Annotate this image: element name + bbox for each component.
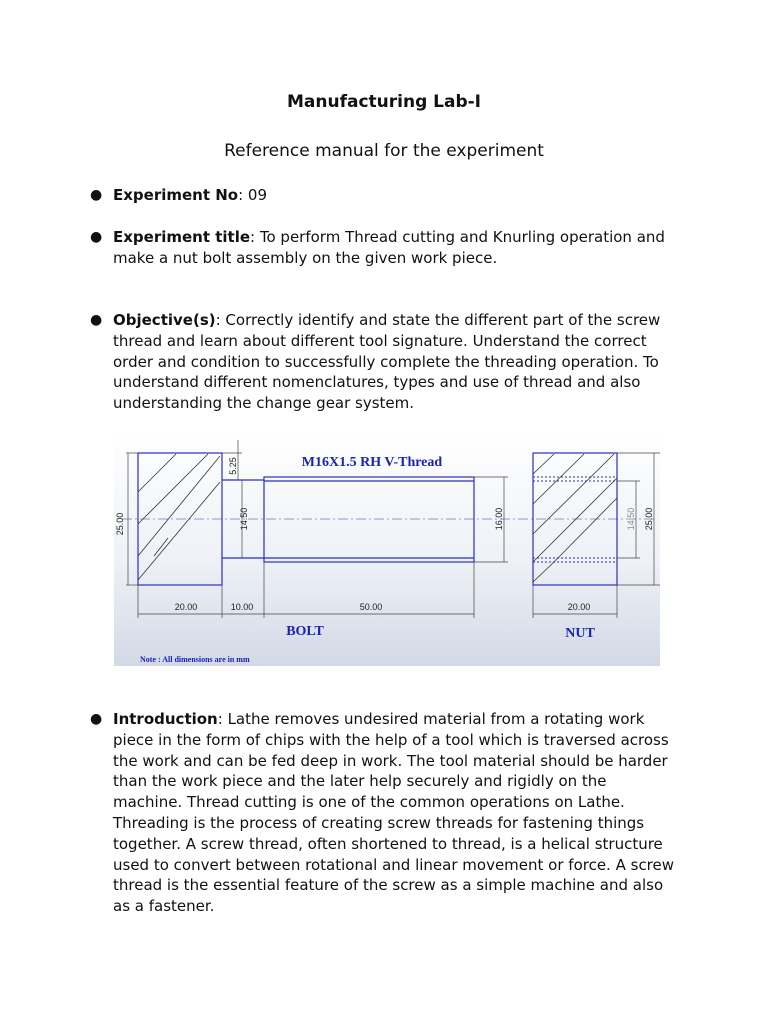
dimension-note: Note : All dimensions are in mm: [140, 655, 250, 664]
experiment-no: [113, 185, 678, 206]
bullet-icon: ●: [90, 229, 103, 245]
objectives: [113, 310, 678, 414]
dim-thread-dia: 16.00: [494, 507, 504, 531]
dim-neck-length: 10.00: [230, 602, 254, 612]
dim-head-length: 20.00: [174, 602, 198, 612]
item-text: : To perform Thread cutting and Knurling operation and make a nut bolt assembly on the given work piece.: [113, 228, 665, 267]
item-label: Objective(s): [113, 311, 216, 329]
nut-label: NUT: [565, 626, 595, 641]
item-text: : Lathe removes undesired material from a rotating work piece in the form of chips with the help of a tool which is traversed across the work and can be fed deep in work. The tool material should be harder than the work piece and the later help securely and rigidly on the machine. Thread cutting is one of the common operations on Lathe. Threading is the process of creating screw threads for fastening things together. A screw thread, often shortened to thread, is a helical structure used to convert between rotational and linear movement or force. A screw thread is the essential feature of the screw as a simple machine and also as a fastener.: [113, 710, 675, 916]
bullet-icon: ●: [90, 187, 103, 203]
bullet-icon: ●: [90, 711, 103, 727]
dim-head-offset: 5.25: [228, 457, 238, 475]
document-title: Manufacturing Lab-I: [286, 92, 482, 112]
item-label: Experiment title: [113, 228, 251, 246]
item-label: Introduction: [113, 710, 218, 728]
item-text: : Correctly identify and state the different part of the screw thread and learn about different tool signature. Understand the correct order and condition to successfully complete the threading operation. To understand different nomenclatures, types and use of thread and also understanding the change gear system.: [113, 311, 661, 413]
experiment-title: [113, 227, 678, 269]
item-text: : 09: [238, 186, 268, 204]
dim-thread-length: 50.00: [359, 602, 383, 612]
nut-bolt-drawing: [114, 432, 660, 666]
introduction: [113, 709, 678, 917]
dim-nut-inner: 14.50: [626, 507, 636, 531]
dim-bolt-head-height: 25.00: [115, 512, 125, 536]
dim-shank-dia: 14.50: [239, 507, 249, 531]
dim-nut-height: 25.00: [644, 507, 654, 531]
document-subtitle: Reference manual for the experiment: [224, 141, 544, 161]
thread-title: M16X1.5 RH V-Thread: [301, 455, 443, 470]
bolt-label: BOLT: [286, 624, 324, 639]
item-label: Experiment No: [113, 186, 239, 204]
bullet-icon: ●: [90, 312, 103, 328]
dim-nut-length: 20.00: [567, 602, 591, 612]
